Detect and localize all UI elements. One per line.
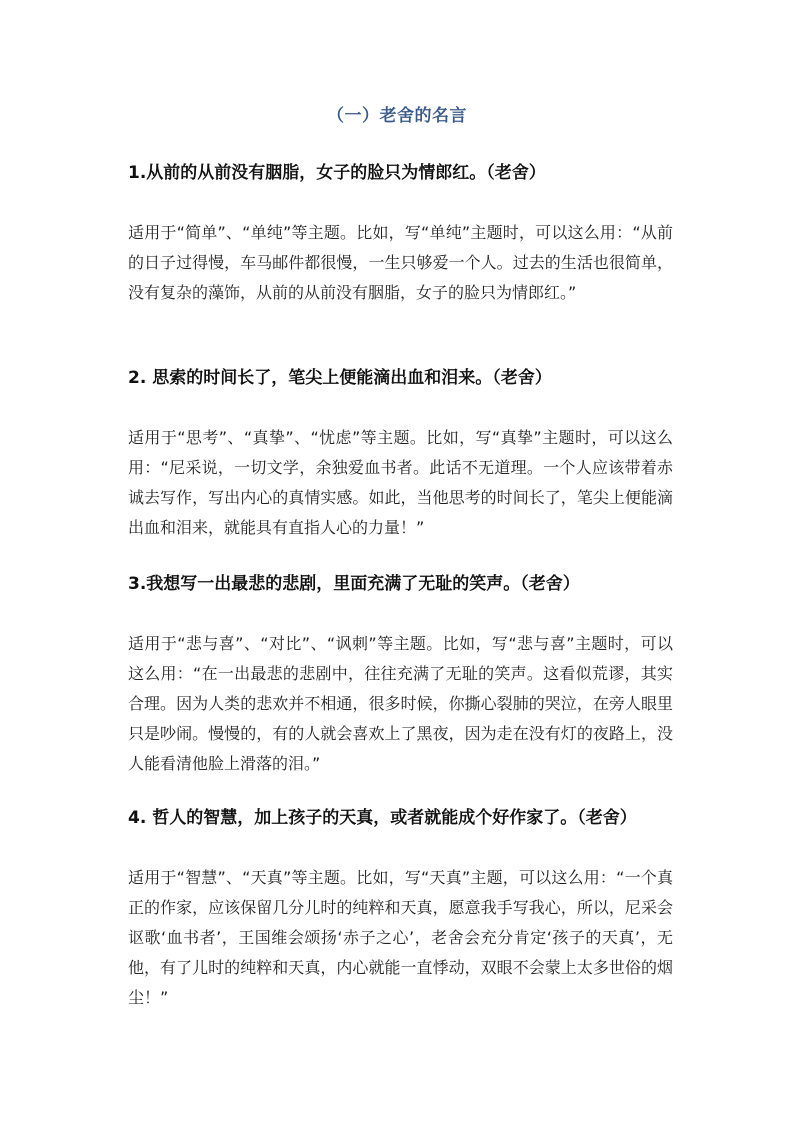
quote-entry-1 (128, 161, 673, 308)
quote-explanation: 适用于“智慧”、“天真”等主题。比如，写“天真”主题，可以这么用：“一个真正的作家，应该保留几分儿时的纯粹和天真，愿意我手写我心，所以，尼采会讴歌‘血书者’，王国维会颂扬‘赤子之心’，老舍会充分肯定‘孩子的天真’，无他，有了儿时的纯粹和天真，内心就能一直悸动，双眼不会蒙上太多世俗的烟尘！” (128, 868, 673, 1007)
quote-heading: 4. 哲人的智慧，加上孩子的天真，或者就能成个好作家了。（老舍） (128, 808, 637, 828)
quote-heading: 1.从前的从前没有胭脂，女子的脸只为情郎红。（老舍） (128, 163, 546, 183)
quote-entry-3 (128, 572, 673, 779)
quote-entry-2 (128, 366, 673, 543)
quote-explanation: 适用于“悲与喜”、“对比”、“讽刺”等主题。比如，写“悲与喜”主题时，可以这么用：“在一出最悲的悲剧中，往往充满了无耻的笑声。这看似荒谬，其实合理。因为人类的悲欢并不相通，很多时候，你撕心裂肺的哭泣，在旁人眼里只是吵闹。慢慢的，有的人就会喜欢上了黑夜，因为走在没有灯的夜路上，没人能看清他脸上滑落的泪。” (128, 634, 673, 773)
quote-heading: 3.我想写一出最悲的悲剧，里面充满了无耻的笑声。（老舍） (128, 574, 580, 594)
quote-heading: 2. 思索的时间长了，笔尖上便能滴出血和泪来。（老舍） (128, 368, 552, 388)
quote-explanation: 适用于“简单”、“单纯”等主题。比如，写“单纯”主题时，可以这么用：“从前的日子过得慢，车马邮件都很慢，一生只够爱一个人。过去的生活也很简单，没有复杂的藻饰，从前的从前没有胭脂，女子的脸只为情郎红。” (128, 223, 673, 302)
page-title: （一）老舍的名言 (327, 106, 467, 126)
quote-explanation: 适用于“思考”、“真挚”、“忧虑”等主题。比如，写“真挚”主题时，可以这么用：“尼采说，一切文学，余独爱血书者。此话不无道理。一个人应该带着赤诚去写作，写出内心的真情实感。如此，当他思考的时间长了，笔尖上便能滴出血和泪来，就能具有直指人心的力量！” (128, 428, 673, 537)
quote-entry-4 (128, 806, 673, 1013)
